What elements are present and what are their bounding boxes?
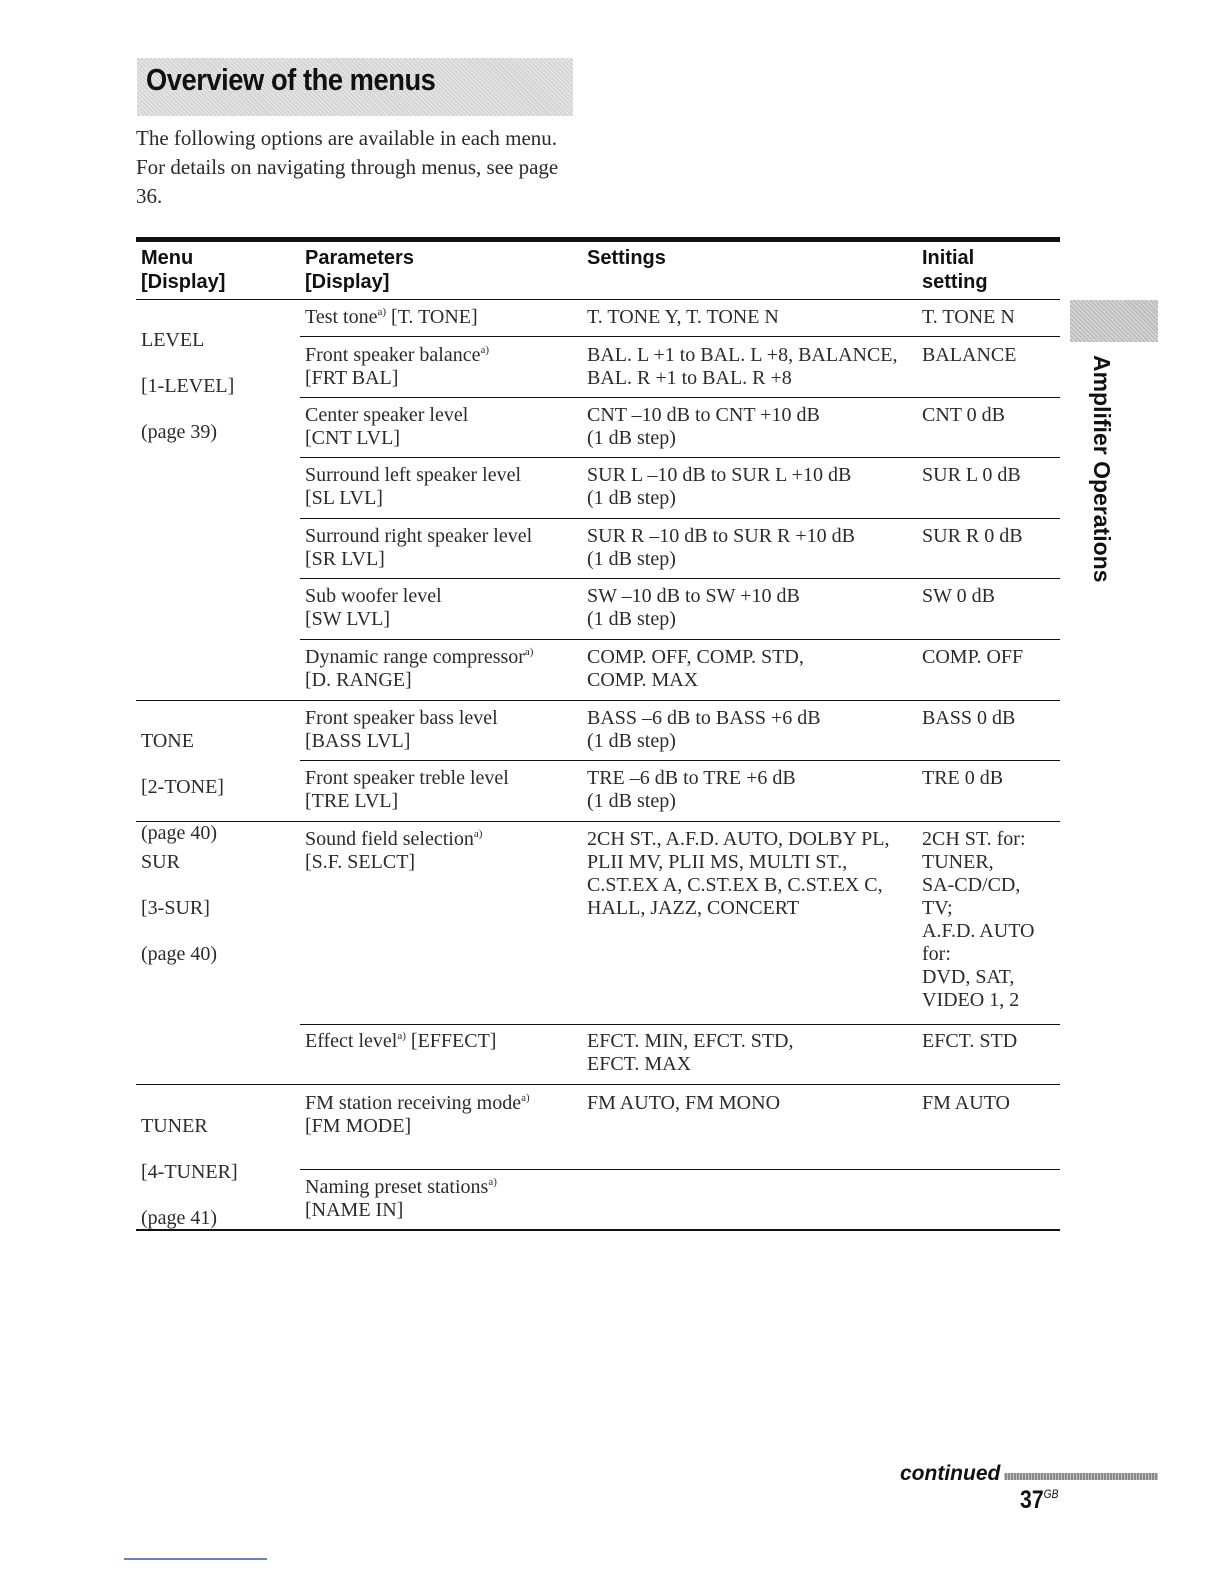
- parameter-name: Dynamic range compressor: [305, 646, 525, 668]
- row-divider: [300, 639, 1060, 640]
- row-divider: [300, 1024, 1060, 1025]
- continued-label: continued: [900, 1462, 1001, 1485]
- header-settings: Settings: [587, 247, 666, 269]
- settings-cell: SUR L –10 dB to SUR L +10 dB (1 dB step): [587, 464, 852, 509]
- initial-setting-cell: EFCT. STD: [922, 1030, 1018, 1052]
- parameter-cell: [305, 1176, 497, 1222]
- parameter-display: [FM MODE]: [305, 1115, 412, 1137]
- parameter-name: Front speaker bass level: [305, 707, 498, 729]
- menu-name: LEVEL: [141, 329, 205, 351]
- footnote-marker: a): [377, 306, 387, 318]
- parameter-name: Surround left speaker level: [305, 464, 522, 486]
- header-bottom-rule: [136, 299, 1060, 300]
- parameter-cell: [305, 828, 482, 874]
- parameter-name: Test tone: [305, 306, 378, 328]
- settings-cell: SUR R –10 dB to SUR R +10 dB (1 dB step): [587, 525, 856, 570]
- menu-name: TUNER: [141, 1115, 208, 1137]
- table-bottom-rule: [136, 1229, 1060, 1231]
- header-initial-setting: Initial setting: [922, 247, 988, 293]
- row-divider: [300, 457, 1060, 458]
- parameter-name: Front speaker balance: [305, 344, 481, 366]
- parameter-display: [FRT BAL]: [305, 367, 399, 389]
- footnote-marker: a): [397, 1030, 406, 1042]
- initial-setting-cell: COMP. OFF: [922, 646, 1024, 668]
- parameter-cell: [305, 404, 468, 450]
- menu-display: [2-TONE]: [141, 776, 224, 798]
- parameter-name: Sound field selection: [305, 828, 474, 850]
- parameter-display: [SW LVL]: [305, 608, 390, 630]
- initial-setting-cell: FM AUTO: [922, 1092, 1010, 1114]
- parameter-display: [CNT LVL]: [305, 427, 400, 449]
- initial-setting-cell: BASS 0 dB: [922, 707, 1016, 729]
- header-menu: Menu [Display]: [141, 247, 226, 293]
- parameter-name: FM station receiving mode: [305, 1092, 522, 1114]
- parameter-display: [EFFECT]: [410, 1030, 497, 1052]
- page-number: [1020, 1486, 1058, 1515]
- parameter-display: [TRE LVL]: [305, 790, 399, 812]
- row-divider: [300, 397, 1060, 398]
- initial-setting-cell: BALANCE: [922, 344, 1017, 366]
- row-divider: [300, 336, 1060, 337]
- settings-cell: EFCT. MIN, EFCT. STD, EFCT. MAX: [587, 1030, 794, 1075]
- parameter-cell: [305, 464, 521, 510]
- menu-page-ref: (page 39): [141, 421, 218, 443]
- row-divider: [136, 700, 1060, 701]
- menu-page-ref: (page 40): [141, 943, 218, 965]
- settings-cell: BAL. L +1 to BAL. L +8, BALANCE, BAL. R +1 to BAL. R +8: [587, 344, 898, 389]
- parameter-name: Front speaker treble level: [305, 767, 509, 789]
- intro-paragraph: The following options are available in each menu. For details on navigating through menus, see page 36.: [136, 126, 559, 208]
- initial-setting-cell: SUR R 0 dB: [922, 525, 1023, 547]
- footnote-marker: a): [480, 344, 490, 356]
- initial-setting-cell: SW 0 dB: [922, 585, 995, 607]
- table-top-rule: [136, 237, 1060, 242]
- row-divider: [300, 518, 1060, 519]
- parameter-cell: [305, 1030, 496, 1053]
- initial-setting-cell: CNT 0 dB: [922, 404, 1005, 426]
- parameter-display: [D. RANGE]: [305, 669, 412, 691]
- footnote-marker: a): [521, 1092, 530, 1104]
- menu-page-ref: (page 41): [141, 1207, 218, 1229]
- settings-cell: COMP. OFF, COMP. STD, COMP. MAX: [587, 646, 804, 691]
- row-divider: [300, 578, 1060, 579]
- settings-cell: FM AUTO, FM MONO: [587, 1092, 781, 1114]
- parameter-cell: [305, 585, 442, 631]
- parameter-cell: [305, 344, 489, 390]
- parameter-name: Sub woofer level: [305, 585, 442, 607]
- parameter-name: Center speaker level: [305, 404, 469, 426]
- row-divider: [300, 760, 1060, 761]
- footnote-marker: a): [488, 1176, 497, 1188]
- settings-cell: T. TONE Y, T. TONE N: [587, 306, 779, 328]
- section-tab-label: Amplifier Operations: [1089, 355, 1115, 583]
- menu-display: [4-TUNER]: [141, 1161, 238, 1183]
- footnote-marker: a): [473, 828, 483, 840]
- menu-display: [1-LEVEL]: [141, 375, 235, 397]
- menu-display: [3-SUR]: [141, 897, 210, 919]
- page-number-value: 37: [1020, 1486, 1044, 1514]
- menu-name: TONE: [141, 730, 194, 752]
- parameter-cell: [305, 707, 498, 753]
- page-title: Overview of the menus: [146, 62, 436, 97]
- parameter-display: [BASS LVL]: [305, 730, 411, 752]
- section-tab-marker: [1070, 300, 1158, 342]
- menu-name: SUR: [141, 851, 180, 873]
- parameter-display: [SR LVL]: [305, 548, 385, 570]
- parameter-cell: [305, 1092, 530, 1138]
- continued-bar: [1004, 1473, 1158, 1480]
- parameter-name: Naming preset stations: [305, 1176, 489, 1198]
- parameter-cell: [305, 306, 478, 329]
- settings-cell: BASS –6 dB to BASS +6 dB (1 dB step): [587, 707, 821, 752]
- footer-line: [124, 1558, 267, 1560]
- header-parameters: Parameters [Display]: [305, 247, 414, 293]
- row-divider: [136, 1084, 1060, 1085]
- parameter-display: [SL LVL]: [305, 487, 383, 509]
- menu-group-sur: [141, 828, 217, 989]
- parameter-display: [NAME IN]: [305, 1199, 404, 1221]
- initial-setting-cell: TRE 0 dB: [922, 767, 1004, 789]
- footnote-marker: a): [524, 646, 534, 658]
- page-number-suffix: GB: [1043, 1487, 1059, 1501]
- menu-page-ref: (page 40): [141, 822, 218, 844]
- row-divider: [300, 1169, 1060, 1170]
- parameter-name: Surround right speaker level: [305, 525, 533, 547]
- initial-setting-cell: T. TONE N: [922, 306, 1015, 328]
- parameter-name: Effect level: [305, 1030, 398, 1052]
- initial-setting-cell: SUR L 0 dB: [922, 464, 1021, 486]
- settings-cell: SW –10 dB to SW +10 dB (1 dB step): [587, 585, 800, 630]
- parameter-cell: [305, 767, 509, 813]
- settings-cell: CNT –10 dB to CNT +10 dB (1 dB step): [587, 404, 820, 449]
- row-divider: [136, 821, 1060, 822]
- settings-cell: 2CH ST., A.F.D. AUTO, DOLBY PL, PLII MV, PLII MS, MULTI ST., C.ST.EX A, C.ST.EX B, C.ST.EX C, HALL, JAZZ, CONCERT: [587, 828, 890, 919]
- parameter-display: [T. TONE]: [391, 306, 478, 328]
- parameter-cell: [305, 646, 533, 692]
- parameter-display: [S.F. SELCT]: [305, 851, 416, 873]
- initial-setting-cell: 2CH ST. for: TUNER, SA-CD/CD, TV; A.F.D. AUTO for: DVD, SAT, VIDEO 1, 2: [922, 828, 1035, 1011]
- parameter-cell: [305, 525, 532, 571]
- menu-group-level: [141, 306, 234, 467]
- settings-cell: TRE –6 dB to TRE +6 dB (1 dB step): [587, 767, 796, 812]
